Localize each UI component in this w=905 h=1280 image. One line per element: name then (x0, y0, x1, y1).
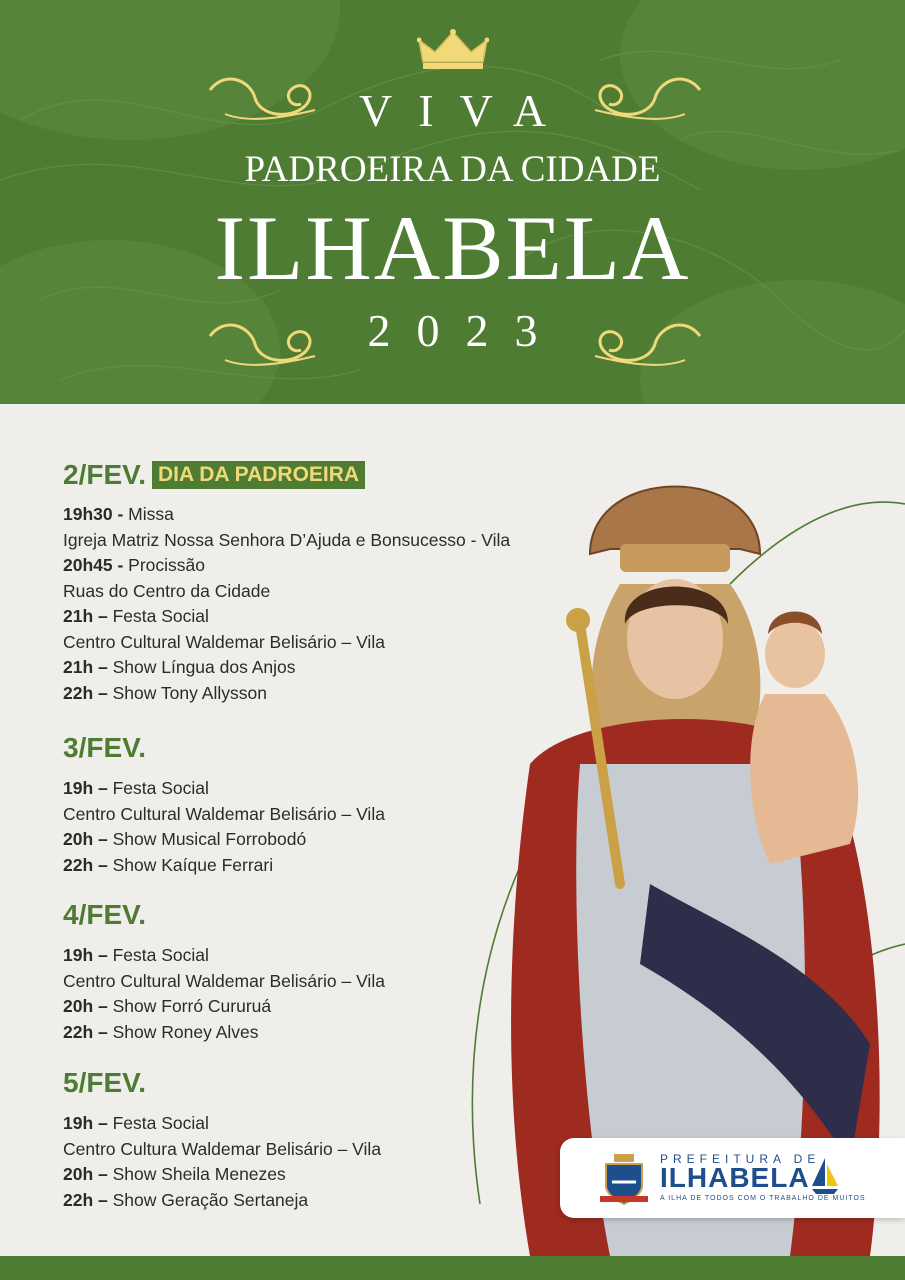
event-time: 22h – (63, 1189, 108, 1210)
schedule-line (63, 802, 385, 828)
event-time: 20h – (63, 996, 108, 1016)
day-date: 5/FEV. (63, 1067, 147, 1098)
day-schedule (63, 943, 385, 1045)
logo-city-name: ILHABELA (660, 1162, 810, 1193)
schedule-line (63, 553, 510, 579)
day-heading (63, 899, 146, 931)
title-year: 2023 (367, 305, 564, 356)
event-text: Festa Social (107, 1113, 209, 1133)
event-time: 19h30 - (63, 504, 124, 524)
schedule-line (63, 655, 510, 681)
header-banner (0, 0, 905, 404)
schedule-line (63, 1111, 381, 1137)
title-viva: VIVA (358, 85, 573, 136)
schedule-line (63, 604, 510, 630)
event-text: Procissão (123, 555, 206, 575)
coat-of-arms-icon (600, 1152, 648, 1206)
event-text: Show Geração Sertaneja (107, 1189, 309, 1210)
event-text: Centro Cultural Waldemar Belisário – Vila (63, 803, 385, 824)
event-time: 22h – (63, 854, 108, 875)
day-schedule (63, 502, 510, 706)
event-time: 20h45 - (63, 555, 124, 575)
schedule-line (63, 1162, 381, 1188)
schedule-line (63, 776, 385, 802)
event-text: Centro Cultural Waldemar Belisário – Vila (63, 970, 385, 991)
crown-icon (417, 28, 489, 72)
logo-slogan: A ILHA DE TODOS COM O TRABALHO DE MUITOS (660, 1195, 866, 1202)
schedule-line (63, 528, 510, 554)
event-text: Missa (123, 504, 174, 524)
title-padroeira: PADROEIRA DA CIDADE (244, 149, 661, 190)
event-text: Ruas do Centro da Cidade (63, 580, 271, 601)
title-city: ILHABELA (214, 197, 691, 299)
schedule-line (63, 943, 385, 969)
day-date: 3/FEV. (63, 732, 147, 763)
event-text: Festa Social (107, 778, 209, 798)
event-time: 22h – (63, 1021, 108, 1042)
event-text: Show Tony Allysson (107, 682, 267, 703)
schedule-line (63, 630, 510, 656)
day-tag: DIA DA PADROEIRA (152, 461, 365, 489)
event-text: Show Forró Cururuá (107, 996, 272, 1016)
event-time: 19h – (63, 778, 108, 798)
event-time: 20h – (63, 829, 108, 849)
event-text: Festa Social (107, 945, 209, 965)
event-time: 21h – (63, 606, 108, 626)
schedule-line (63, 827, 385, 853)
event-text: Show Kaíque Ferrari (107, 854, 274, 875)
sailboat-icon (810, 1156, 840, 1198)
logo-prefeitura-text: PREFEITURA DE (660, 1152, 821, 1166)
day-date: 2/FEV. (63, 459, 147, 490)
event-time: 20h – (63, 1164, 108, 1184)
schedule-line (63, 502, 510, 528)
day-heading (63, 1067, 146, 1099)
schedule-line (63, 1020, 385, 1046)
event-text: Show Sheila Menezes (107, 1164, 286, 1184)
event-text: Show Musical Forrobodó (107, 829, 307, 849)
event-time: 22h – (63, 682, 108, 703)
saint-statue-image (470, 404, 905, 1256)
event-text: Centro Cultura Waldemar Belisário – Vila (63, 1138, 382, 1159)
event-text: Igreja Matriz Nossa Senhora D’Ajuda e Bonsucesso - Vila (63, 529, 511, 550)
schedule-line (63, 1137, 381, 1163)
day-schedule (63, 1111, 381, 1213)
day-heading (63, 732, 146, 764)
schedule-line (63, 1188, 381, 1214)
schedule-line (63, 969, 385, 995)
day-date: 4/FEV. (63, 899, 147, 930)
schedule-line (63, 994, 385, 1020)
event-time: 21h – (63, 657, 108, 677)
event-text: Festa Social (107, 606, 209, 626)
event-text: Show Língua dos Anjos (107, 657, 296, 677)
event-text: Show Roney Alves (107, 1021, 259, 1042)
day-schedule (63, 776, 385, 878)
schedule-line (63, 579, 510, 605)
prefeitura-logo (560, 1138, 905, 1218)
footer-bar (0, 1256, 905, 1280)
day-heading (63, 459, 365, 491)
event-time: 19h – (63, 945, 108, 965)
event-time: 19h – (63, 1113, 108, 1133)
schedule-line (63, 681, 510, 707)
schedule-line (63, 853, 385, 879)
event-text: Centro Cultural Waldemar Belisário – Vila (63, 631, 385, 652)
